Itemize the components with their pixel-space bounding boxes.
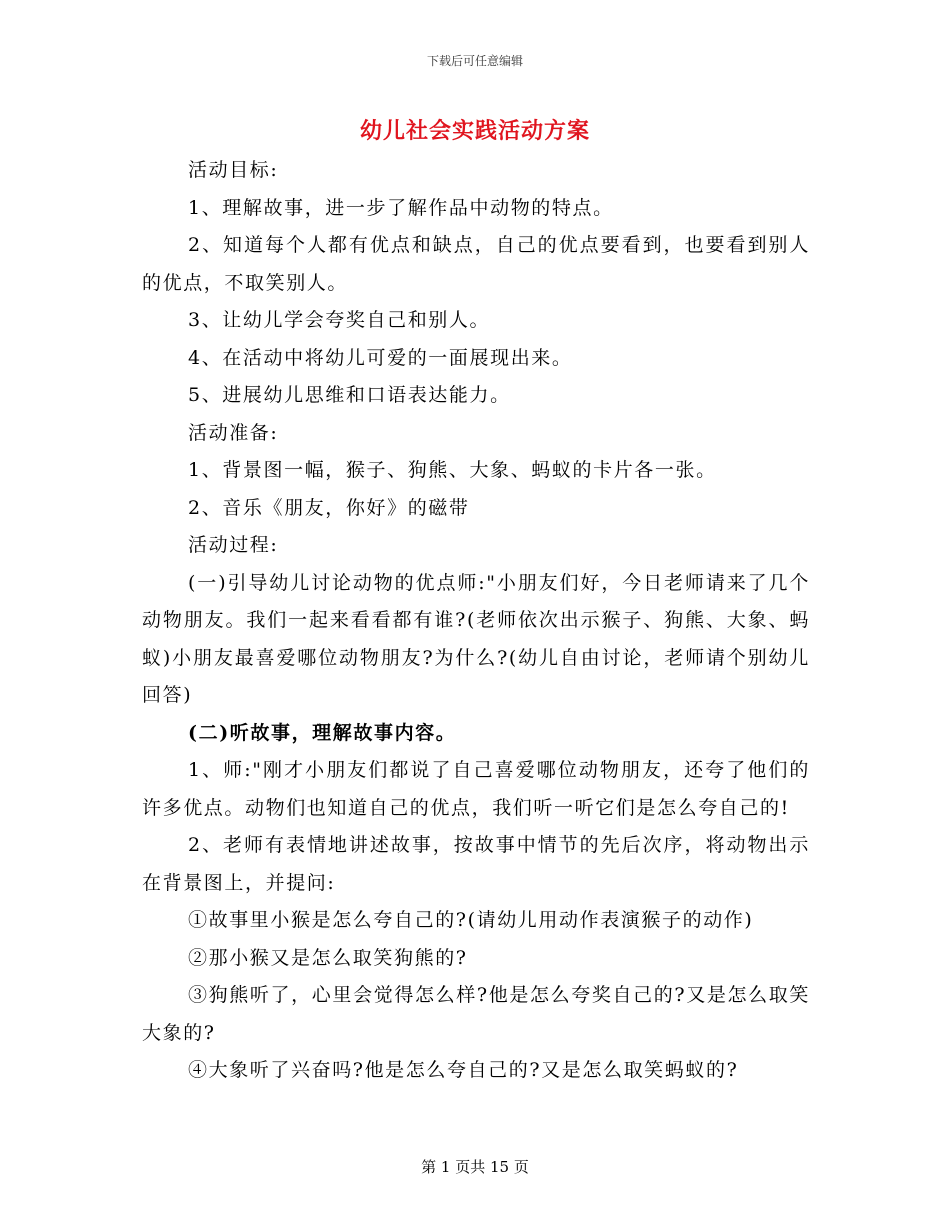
paragraph: 活动准备: <box>188 421 279 444</box>
paragraph: 2、知道每个人都有优点和缺点，自己的优点要看到，也要看到别人的优点，不取笑别人。 <box>142 234 810 294</box>
paragraph: 1、理解故事，进一步了解作品中动物的特点。 <box>188 196 614 219</box>
paragraph: 活动目标: <box>188 159 279 181</box>
header-note: 下载后可任意编辑 <box>426 54 523 68</box>
paragraph: 活动过程: <box>188 534 279 556</box>
paragraph: ②那小猴又是怎么取笑狗熊的? <box>188 946 468 969</box>
paragraph: 2、老师有表情地讲述故事，按故事中情节的先后次序，将动物出示在背景图上，并提问: <box>142 834 810 894</box>
document-title: 幼儿社会实践活动方案 <box>359 118 590 144</box>
paragraph: 1、背景图一幅，猴子、狗熊、大象、蚂蚁的卡片各一张。 <box>188 459 717 481</box>
paragraph: 1、师:"刚才小朋友们都说了自己喜爱哪位动物朋友，还夸了他们的许多优点。动物们也知道自己的优点，我们听一听它们是怎么夸自己的! <box>142 759 810 819</box>
paragraph: 3、让幼儿学会夸奖自己和别人。 <box>188 309 491 331</box>
page-footer: 第 1 页共 15 页 <box>421 1158 529 1176</box>
paragraph: ①故事里小猴是怎么夸自己的?(请幼儿用动作表演猴子的动作) <box>188 909 754 931</box>
paragraph: 5、进展幼儿思维和口语表达能力。 <box>188 384 511 406</box>
document-body <box>142 152 810 1090</box>
section-heading: (二)听故事，理解故事内容。 <box>188 721 457 744</box>
paragraph: (一)引导幼儿讨论动物的优点师:"小朋友们好，今日老师请来了几个动物朋友。我们一起来看看都有谁?(老师依次出示猴子、狗熊、大象、蚂蚁)小朋友最喜爱哪位动物朋友?为什么?(幼儿自由讨论，老师请个别幼儿回答) <box>142 571 810 706</box>
paragraph: 4、在活动中将幼儿可爱的一面展现出来。 <box>188 346 573 369</box>
paragraph: ③狗熊听了，心里会觉得怎么样?他是怎么夸奖自己的?又是怎么取笑大象的? <box>142 984 810 1044</box>
paragraph: ④大象听了兴奋吗?他是怎么夸自己的?又是怎么取笑蚂蚁的? <box>188 1059 739 1081</box>
paragraph: 2、音乐《朋友，你好》的磁带 <box>188 496 470 519</box>
